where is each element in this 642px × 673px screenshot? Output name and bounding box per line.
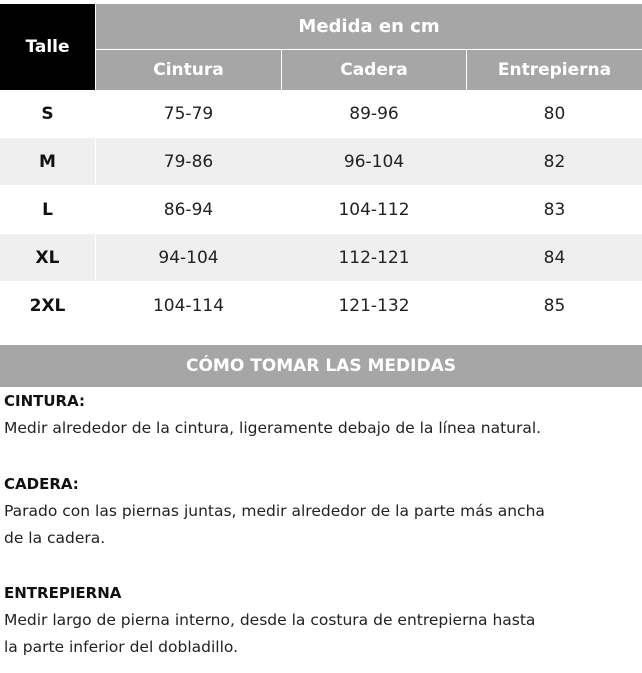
entrepierna-cell: 80 [543, 103, 566, 124]
cintura-cell: 79-86 [163, 151, 214, 172]
cadera-cell: 104-112 [338, 199, 410, 220]
column-header-cadera: Cadera [282, 50, 466, 90]
guide-title: CÓMO TOMAR LAS MEDIDAS [0, 345, 642, 387]
entrepierna-cell: 83 [543, 199, 566, 220]
cadera-cell: 89-96 [349, 103, 399, 124]
cadera-cell: 121-132 [338, 295, 410, 316]
size-cell: M [39, 151, 56, 172]
cintura-cell: 86-94 [163, 199, 214, 220]
entrepierna-description-line-1: Medir largo de pierna interno, desde la costura de entrepierna hasta [4, 611, 536, 629]
size-header: Talle [0, 4, 95, 90]
size-cell: S [41, 103, 54, 124]
cintura-cell: 94-104 [158, 247, 219, 268]
column-header-entrepierna: Entrepierna [467, 50, 642, 90]
cintura-cell: 104-114 [152, 295, 225, 316]
cintura-cell: 75-79 [163, 103, 214, 124]
column-header-cintura: Cintura [96, 50, 281, 90]
entrepierna-cell: 84 [543, 247, 566, 268]
cintura-description: Medir alrededor de la cintura, ligeramente debajo de la línea natural. [4, 419, 542, 437]
cadera-description-line-1: Parado con las piernas juntas, medir alrededor de la parte más ancha [4, 502, 545, 520]
entrepierna-cell: 85 [543, 295, 566, 316]
entrepierna-label: ENTREPIERNA [4, 584, 122, 602]
cadera-label: CADERA: [4, 475, 79, 493]
measure-group-header: Medida en cm [96, 4, 642, 49]
cintura-label: CINTURA: [4, 392, 85, 410]
cadera-description-line-2: de la cadera. [4, 529, 106, 547]
cadera-cell: 96-104 [343, 151, 405, 172]
size-cell: XL [35, 247, 60, 268]
entrepierna-description-line-2: la parte inferior del dobladillo. [4, 638, 239, 656]
size-cell: 2XL [29, 295, 66, 316]
entrepierna-cell: 82 [543, 151, 566, 172]
cadera-cell: 112-121 [338, 247, 410, 268]
size-cell: L [42, 199, 53, 220]
